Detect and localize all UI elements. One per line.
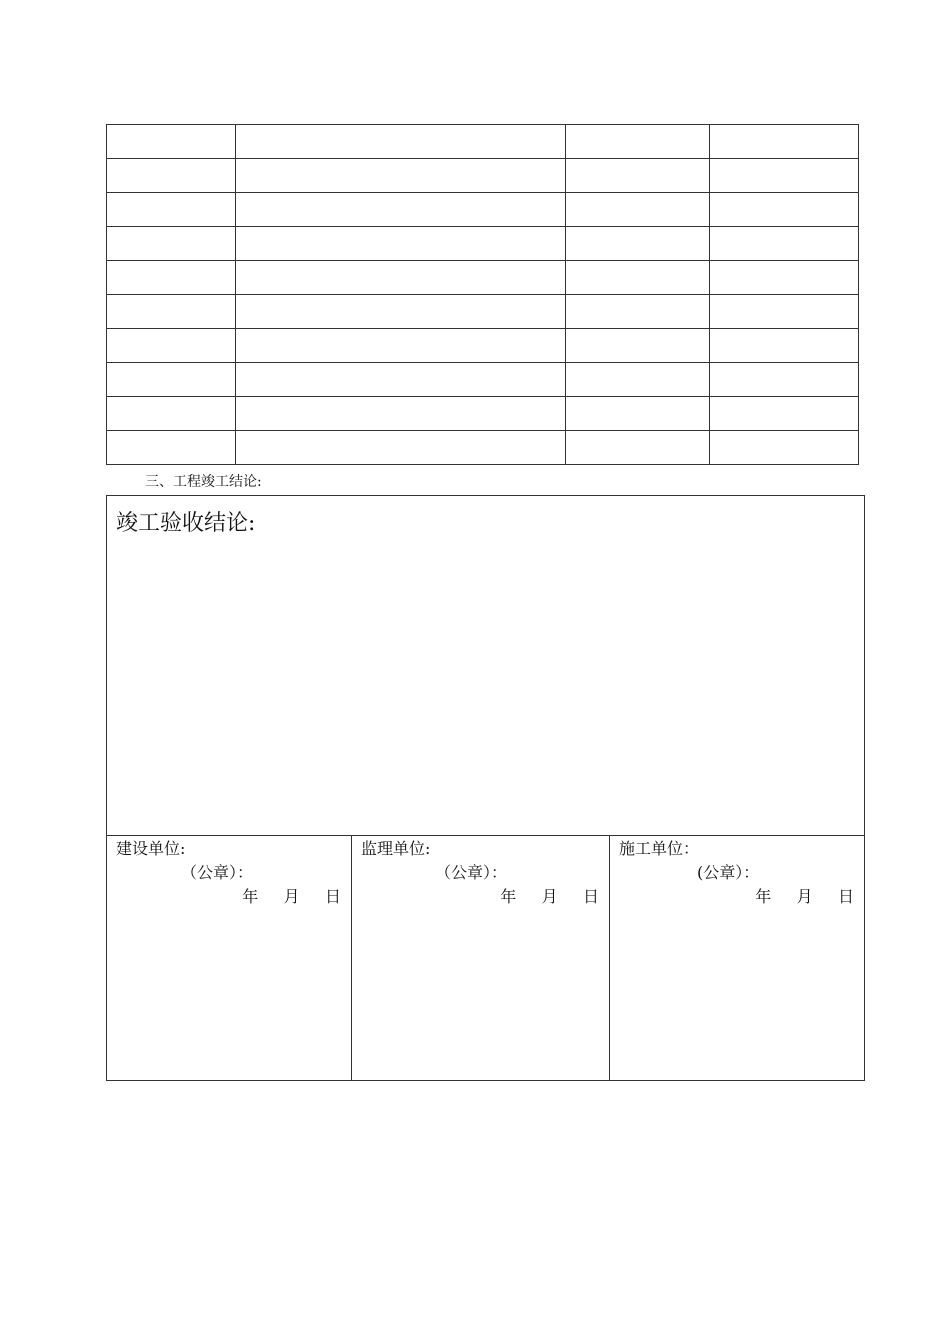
table-cell xyxy=(236,431,566,465)
table-cell xyxy=(566,329,710,363)
table-cell xyxy=(566,431,710,465)
table-cell xyxy=(566,261,710,295)
seal-label: (公章）： xyxy=(697,863,760,882)
table-cell xyxy=(566,397,710,431)
table-row xyxy=(107,431,859,465)
seal-label: （公章）： xyxy=(181,863,254,882)
table-cell xyxy=(236,227,566,261)
table-cell xyxy=(710,295,859,329)
table-cell xyxy=(236,159,566,193)
date-label: 年 月 日 xyxy=(755,887,855,906)
table-cell xyxy=(710,159,859,193)
signature-row xyxy=(107,835,864,1081)
table-cell xyxy=(566,159,710,193)
conclusion-label: 竣工验收结论: xyxy=(116,511,256,536)
table-cell xyxy=(107,363,236,397)
table-cell xyxy=(107,159,236,193)
table-row xyxy=(107,227,859,261)
table-row xyxy=(107,159,859,193)
table-cell xyxy=(107,397,236,431)
table-cell xyxy=(566,227,710,261)
unit-label: 建设单位: xyxy=(116,839,186,858)
table-cell xyxy=(236,193,566,227)
table-row xyxy=(107,363,859,397)
table-row xyxy=(107,329,859,363)
section-heading: 三、工程竣工结论: xyxy=(145,474,262,490)
table-row xyxy=(107,295,859,329)
table-cell xyxy=(710,193,859,227)
table-cell xyxy=(710,125,859,159)
table-cell xyxy=(107,227,236,261)
table-cell xyxy=(566,295,710,329)
table-cell xyxy=(107,261,236,295)
table-cell xyxy=(107,193,236,227)
table-row xyxy=(107,125,859,159)
table-cell xyxy=(236,295,566,329)
table-row xyxy=(107,261,859,295)
table-cell xyxy=(107,125,236,159)
table-cell xyxy=(566,125,710,159)
table-cell xyxy=(710,261,859,295)
date-label: 年 月 日 xyxy=(500,887,600,906)
table-cell xyxy=(107,295,236,329)
unit-label: 监理单位: xyxy=(361,839,431,858)
table-cell xyxy=(236,329,566,363)
empty-record-table xyxy=(106,124,859,465)
table-cell xyxy=(236,397,566,431)
table-cell xyxy=(710,227,859,261)
table-cell xyxy=(710,397,859,431)
conclusion-box xyxy=(106,495,865,1081)
signature-cell-contractor xyxy=(609,836,864,1081)
table-cell xyxy=(566,193,710,227)
signature-cell-supervisor xyxy=(351,836,609,1081)
table-cell xyxy=(107,431,236,465)
signature-cell-owner xyxy=(107,836,351,1081)
unit-label: 施工单位： xyxy=(619,839,700,858)
table-row xyxy=(107,193,859,227)
table-cell xyxy=(236,125,566,159)
date-label: 年 月 日 xyxy=(242,887,342,906)
table-cell xyxy=(566,363,710,397)
table-cell xyxy=(236,363,566,397)
table-cell xyxy=(107,329,236,363)
table-cell xyxy=(710,363,859,397)
table-cell xyxy=(710,329,859,363)
table-cell xyxy=(236,261,566,295)
table-row xyxy=(107,397,859,431)
table-cell xyxy=(710,431,859,465)
seal-label: （公章）： xyxy=(435,863,508,882)
